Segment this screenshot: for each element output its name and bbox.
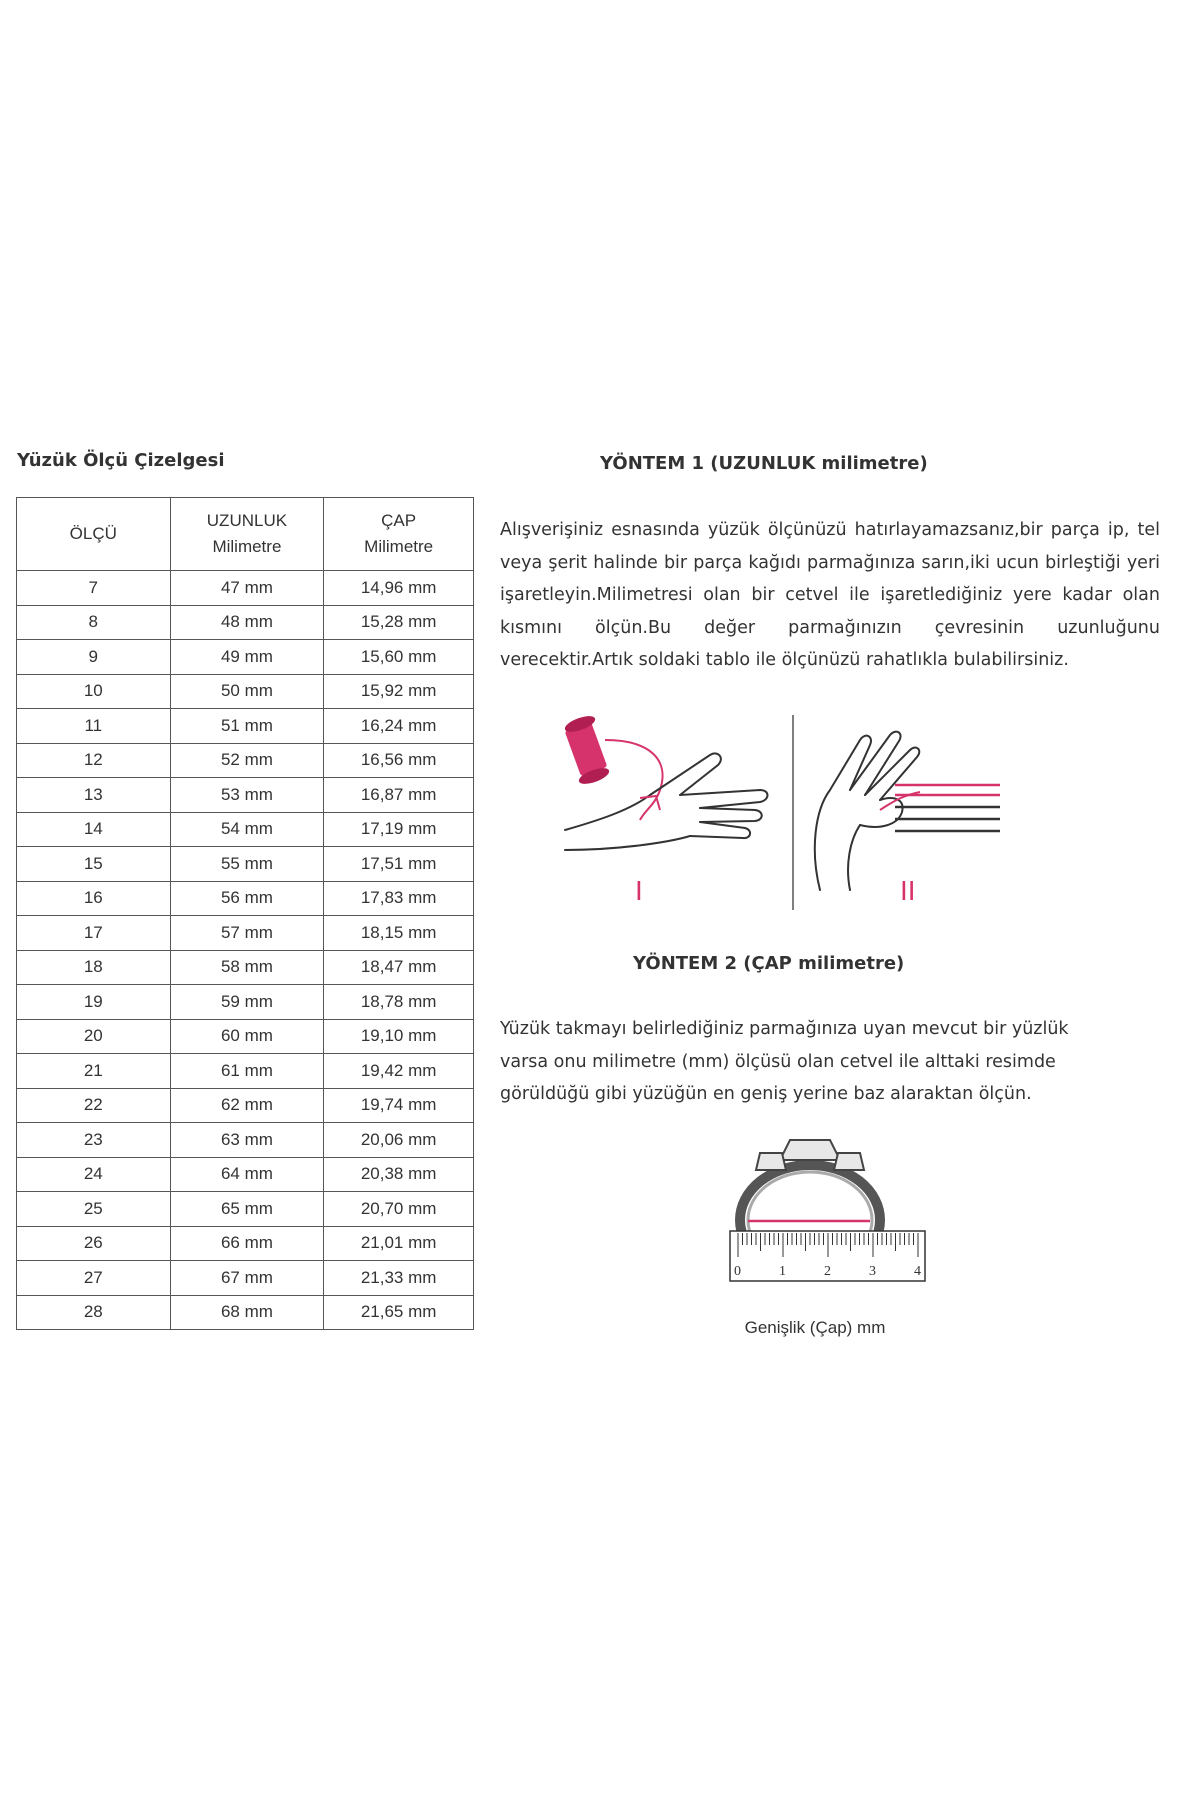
length-cell: 68 mm xyxy=(170,1295,324,1330)
table-body xyxy=(17,571,474,1330)
method2-title: YÖNTEM 2 (ÇAP milimetre) xyxy=(633,953,905,974)
size-cell: 28 xyxy=(17,1295,171,1330)
size-cell: 22 xyxy=(17,1088,171,1123)
ring-caption: Genişlik (Çap) mm xyxy=(744,1318,886,1337)
diameter-cell: 16,24 mm xyxy=(324,709,474,744)
ring-size-table xyxy=(16,497,474,1330)
size-cell: 8 xyxy=(17,605,171,640)
diameter-cell: 21,65 mm xyxy=(324,1295,474,1330)
size-cell: 20 xyxy=(17,1019,171,1054)
table-row xyxy=(17,847,474,882)
size-cell: 21 xyxy=(17,1054,171,1089)
size-cell: 9 xyxy=(17,640,171,675)
length-cell: 63 mm xyxy=(170,1123,324,1158)
size-cell: 16 xyxy=(17,881,171,916)
length-cell: 67 mm xyxy=(170,1261,324,1296)
length-cell: 51 mm xyxy=(170,709,324,744)
diameter-cell: 19,10 mm xyxy=(324,1019,474,1054)
table-row xyxy=(17,1123,474,1158)
length-cell: 47 mm xyxy=(170,571,324,606)
length-cell: 50 mm xyxy=(170,674,324,709)
diameter-cell: 21,33 mm xyxy=(324,1261,474,1296)
length-cell: 60 mm xyxy=(170,1019,324,1054)
table-header-row xyxy=(17,498,474,571)
diameter-cell: 15,28 mm xyxy=(324,605,474,640)
step-label-2: II xyxy=(900,875,916,906)
ruler-number: 4 xyxy=(914,1264,921,1279)
table-row xyxy=(17,571,474,606)
diameter-cell: 17,83 mm xyxy=(324,881,474,916)
table-row xyxy=(17,674,474,709)
table-row xyxy=(17,1019,474,1054)
ruler-number: 2 xyxy=(824,1264,831,1279)
length-cell: 64 mm xyxy=(170,1157,324,1192)
diameter-cell: 20,06 mm xyxy=(324,1123,474,1158)
diameter-cell: 18,47 mm xyxy=(324,950,474,985)
size-cell: 25 xyxy=(17,1192,171,1227)
header-length: UZUNLUK Milimetre xyxy=(170,498,324,571)
length-cell: 56 mm xyxy=(170,881,324,916)
size-cell: 11 xyxy=(17,709,171,744)
table-row xyxy=(17,709,474,744)
diameter-cell: 17,51 mm xyxy=(324,847,474,882)
size-cell: 23 xyxy=(17,1123,171,1158)
table-row xyxy=(17,950,474,985)
length-cell: 61 mm xyxy=(170,1054,324,1089)
size-cell: 12 xyxy=(17,743,171,778)
table-row xyxy=(17,1157,474,1192)
table-row xyxy=(17,1088,474,1123)
table-row xyxy=(17,640,474,675)
table-row xyxy=(17,605,474,640)
table-row xyxy=(17,812,474,847)
header-diameter: ÇAP Milimetre xyxy=(324,498,474,571)
length-cell: 62 mm xyxy=(170,1088,324,1123)
ring-measuring-illustration xyxy=(700,1125,930,1285)
ruler-lines xyxy=(895,785,1000,831)
diameter-cell: 16,87 mm xyxy=(324,778,474,813)
size-cell: 10 xyxy=(17,674,171,709)
method2-description: Yüzük takmayı belirlediğiniz parmağınıza uyan mevcut bir yüzlük varsa onu milimetre (mm) ölçüsü olan cetvel ile alttaki resimde görüldüğü gibi yüzüğün en geniş yerine baz alaraktan ölçün. xyxy=(500,1019,1069,1104)
length-cell: 57 mm xyxy=(170,916,324,951)
method1-title: YÖNTEM 1 (UZUNLUK milimetre) xyxy=(600,453,928,474)
length-cell: 65 mm xyxy=(170,1192,324,1227)
diameter-cell: 17,19 mm xyxy=(324,812,474,847)
table-row xyxy=(17,1192,474,1227)
table-row xyxy=(17,743,474,778)
length-cell: 54 mm xyxy=(170,812,324,847)
size-cell: 15 xyxy=(17,847,171,882)
length-cell: 58 mm xyxy=(170,950,324,985)
diameter-cell: 18,78 mm xyxy=(324,985,474,1020)
table-row xyxy=(17,881,474,916)
size-cell: 13 xyxy=(17,778,171,813)
size-cell: 24 xyxy=(17,1157,171,1192)
diameter-cell: 19,42 mm xyxy=(324,1054,474,1089)
table-row xyxy=(17,778,474,813)
table-row xyxy=(17,1226,474,1261)
diameter-cell: 20,38 mm xyxy=(324,1157,474,1192)
ruler-number: 0 xyxy=(734,1264,741,1279)
length-cell: 55 mm xyxy=(170,847,324,882)
pinching-hand-icon xyxy=(815,732,919,890)
size-cell: 7 xyxy=(17,571,171,606)
length-cell: 59 mm xyxy=(170,985,324,1020)
diameter-cell: 15,60 mm xyxy=(324,640,474,675)
size-cell: 14 xyxy=(17,812,171,847)
method1-description: Alışverişiniz esnasında yüzük ölçünüzü hatırlayamazsanız,bir parça ip, tel veya şerit halinde bir parça kağıdı parmağınıza sarın,iki ucun birleştiği yeri işaretleyin.Milimetresi olan bir cetvel ile işaretlediğiniz yere kadar olan kısmını ölçün.Bu değer parmağınızın çevresinin uzunluğunu verecektir.Artık soldaki tablo ile ölçünüzü rahatlıkla bulabilirsiniz. xyxy=(500,520,1160,670)
diameter-cell: 14,96 mm xyxy=(324,571,474,606)
length-cell: 53 mm xyxy=(170,778,324,813)
size-cell: 27 xyxy=(17,1261,171,1296)
diameter-cell: 19,74 mm xyxy=(324,1088,474,1123)
hands-measuring-illustration xyxy=(560,700,1030,930)
step-label-1: I xyxy=(635,875,643,906)
table-row xyxy=(17,916,474,951)
size-cell: 17 xyxy=(17,916,171,951)
diameter-cell: 15,92 mm xyxy=(324,674,474,709)
diameter-cell: 20,70 mm xyxy=(324,1192,474,1227)
header-size: ÖLÇÜ xyxy=(17,498,171,571)
ruler-number: 3 xyxy=(869,1264,876,1279)
diameter-cell: 18,15 mm xyxy=(324,916,474,951)
size-cell: 26 xyxy=(17,1226,171,1261)
length-cell: 48 mm xyxy=(170,605,324,640)
length-cell: 52 mm xyxy=(170,743,324,778)
table-row xyxy=(17,1295,474,1330)
length-cell: 66 mm xyxy=(170,1226,324,1261)
ruler-icon xyxy=(730,1231,925,1281)
table-row xyxy=(17,1054,474,1089)
diameter-cell: 21,01 mm xyxy=(324,1226,474,1261)
ruler-number: 1 xyxy=(779,1264,786,1279)
size-cell: 18 xyxy=(17,950,171,985)
length-cell: 49 mm xyxy=(170,640,324,675)
chart-title: Yüzük Ölçü Çizelgesi xyxy=(17,450,225,471)
diameter-cell: 16,56 mm xyxy=(324,743,474,778)
size-cell: 19 xyxy=(17,985,171,1020)
table-row xyxy=(17,985,474,1020)
thread-spool-icon xyxy=(563,713,611,787)
table-row xyxy=(17,1261,474,1296)
